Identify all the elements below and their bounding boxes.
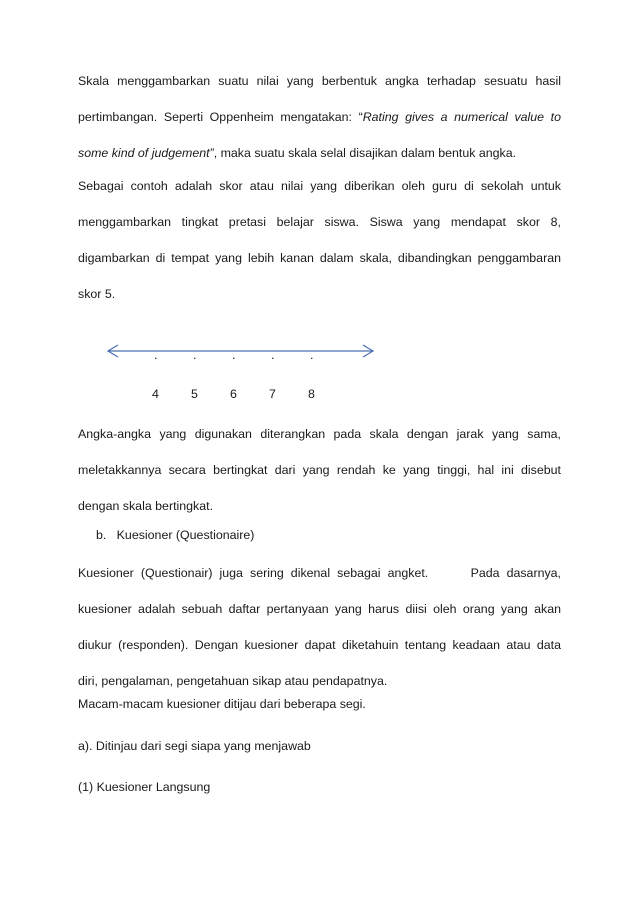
text-span: diri, pengalaman, pengetahuan sikap atau pendapatnya. — [78, 674, 388, 688]
scale-dot: . — [232, 348, 236, 362]
text-line — [78, 600, 561, 618]
scale-number: 7 — [269, 387, 276, 401]
text-span: skor 5. — [78, 287, 116, 301]
text-line — [78, 564, 561, 582]
text-line — [78, 461, 561, 479]
text-line — [78, 497, 561, 515]
text-span: , maka suatu skala selal disajikan dalam bentuk angka. — [213, 146, 517, 160]
paragraph-macam-kuesioner: Macam-macam kuesioner ditijau dari beberapa segi. — [78, 697, 366, 711]
text-span: Kuesioner (Questionair) juga sering dikenal sebagai angket. Pada dasarnya, — [78, 566, 561, 580]
quote-italic: Rating gives a numerical value to — [362, 110, 561, 124]
text-span: Sebagai contoh adalah skor atau nilai yang diberikan oleh guru di sekolah untuk — [78, 179, 561, 193]
text-line — [78, 636, 561, 654]
text-span: dengan skala bertingkat. — [78, 499, 214, 513]
text-span: diukur (responden). Dengan kuesioner dapat diketahuin tentang keadaan atau data — [78, 638, 561, 652]
list-item-a: a). Ditinjau dari segi siapa yang menjawab — [78, 739, 311, 753]
text-span: pertimbangan. Seperti Oppenheim mengatakan: “ — [78, 110, 363, 124]
scale-number: 6 — [230, 387, 237, 401]
list-item-1: (1) Kuesioner Langsung — [78, 780, 211, 794]
quote-italic: some kind of judgement” — [78, 146, 214, 160]
text-span: menggambarkan tingkat pretasi belajar siswa. Siswa yang mendapat skor 8, — [78, 215, 561, 229]
scale-dot: . — [154, 348, 158, 362]
scale-dot: . — [310, 348, 314, 362]
text-line — [78, 672, 561, 690]
paragraph-skala-bertingkat — [78, 425, 561, 515]
text-span: kuesioner adalah sebuah daftar pertanyaan yang harus diisi oleh orang yang akan — [78, 602, 561, 616]
text-span: meletakkannya secara bertingkat dari yang rendah ke yang tinggi, hal ini disebut — [78, 463, 561, 477]
scale-dot: . — [193, 348, 197, 362]
text-span: digambarkan di tempat yang lebih kanan dalam skala, dibandingkan penggambaran — [78, 251, 561, 265]
section-heading-kuesioner: b. Kuesioner (Questionaire) — [96, 528, 255, 542]
text-span: Skala menggambarkan suatu nilai yang berbentuk angka terhadap sesuatu hasil — [78, 74, 561, 88]
text-line — [78, 425, 561, 443]
paragraph-kuesioner — [78, 564, 561, 690]
scale-dot: . — [271, 348, 275, 362]
scale-number: 8 — [308, 387, 315, 401]
scale-number: 4 — [152, 387, 159, 401]
double-arrow-line — [108, 345, 373, 357]
text-span: Angka-angka yang digunakan diterangkan pada skala dengan jarak yang sama, — [78, 427, 561, 441]
scale-number: 5 — [191, 387, 198, 401]
